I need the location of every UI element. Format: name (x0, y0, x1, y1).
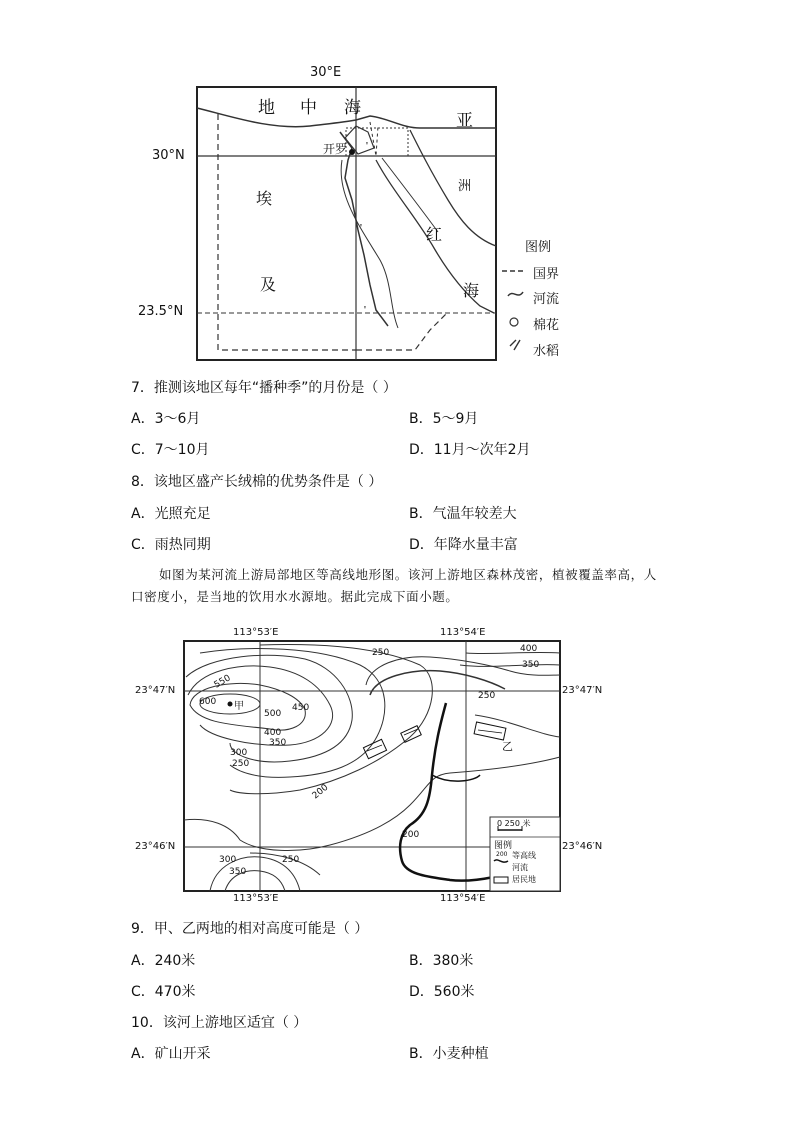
label-red-sea-1: 红 (426, 225, 443, 244)
lon-right-bottom: 113°54′E (440, 893, 486, 904)
contour-250-left: 250 (232, 759, 250, 769)
label-cairo: 开罗 (323, 142, 348, 156)
legend-title: 图例 (525, 240, 552, 255)
lon-left-bottom: 113°53′E (233, 893, 279, 904)
lat-30n-label: 30°N (152, 148, 185, 163)
egypt-map (130, 60, 600, 370)
q10-option-a[interactable]: A．矿山开采 (131, 1046, 211, 1062)
label-red-sea-2: 海 (463, 281, 480, 300)
label-asia-2: 洲 (458, 179, 472, 194)
contour-350-left: 350 (269, 738, 287, 748)
legend-cotton: 棉花 (533, 318, 560, 333)
contour-map-drawing (130, 625, 620, 910)
legend2-title: 图例 (494, 841, 513, 851)
egypt-map-drawing (130, 60, 600, 370)
contour-map (130, 625, 620, 910)
q7-stem: 7．推测该地区每年“播种季”的月份是（ ） (131, 380, 397, 396)
contour-400-right: 400 (520, 644, 538, 654)
legend-border: 国界 (533, 267, 560, 282)
contour-450: 450 (292, 703, 310, 713)
q9-option-b[interactable]: B．380米 (409, 953, 474, 969)
contour-250-bottom: 250 (282, 855, 300, 865)
label-mediterranean-3: 海 (344, 98, 361, 118)
q9-option-c[interactable]: C．470米 (131, 984, 196, 1000)
contour-550: 550 (212, 673, 233, 691)
contour-350-bottom: 350 (229, 867, 247, 877)
legend-rice: 水稻 (533, 344, 560, 359)
label-egypt-2: 及 (260, 275, 277, 294)
legend2-contour-sample: 200 (496, 851, 508, 858)
label-egypt-1: 埃 (256, 189, 273, 208)
legend2-contour: 等高线 (512, 851, 536, 860)
q7-option-d[interactable]: D．11月～次年2月 (409, 442, 531, 458)
contour-200-mid: 200 (310, 782, 331, 802)
lon-left-top: 113°53′E (233, 627, 279, 638)
contour-200-bottom: 200 (402, 830, 420, 840)
scale-label: 0 250 米 (497, 819, 531, 828)
label-mediterranean-2: 中 (300, 98, 317, 118)
q7-option-c[interactable]: C．7～10月 (131, 442, 210, 458)
contour-250-right: 250 (478, 691, 496, 701)
lon-30e-label: 30°E (310, 65, 342, 80)
q8-option-c[interactable]: C．雨热同期 (131, 537, 211, 553)
contour-300-left: 300 (230, 748, 248, 758)
label-asia-1: 亚 (456, 111, 473, 131)
svg-text:ᡃ (366, 142, 368, 145)
contour-500: 500 (264, 709, 282, 719)
contour-250-top: 250 (372, 648, 390, 658)
legend2-river: 河流 (512, 863, 528, 872)
lat-23n-label: 23.5°N (138, 304, 184, 319)
lat-top-left: 23°47′N (135, 685, 176, 696)
q9-option-d[interactable]: D．560米 (409, 984, 475, 1000)
q7-option-a[interactable]: A．3～6月 (131, 411, 201, 427)
q8-option-a[interactable]: A．光照充足 (131, 506, 211, 522)
q7-option-b[interactable]: B．5～9月 (409, 411, 479, 427)
q8-stem: 8．该地区盛产长绒棉的优势条件是（ ） (131, 474, 383, 490)
point-jia: 甲 (234, 701, 244, 712)
q8-option-d[interactable]: D．年降水量丰富 (409, 537, 518, 553)
label-mediterranean-1: 地 (258, 98, 275, 118)
lat-top-right: 23°47′N (562, 685, 603, 696)
intro-paragraph: 如图为某河流上游局部地区等高线地形图。该河上游地区森林茂密，植被覆盖率高，人口密度小，是当地的饮用水水源地。据此完成下面小题。 (131, 567, 657, 604)
legend2-settlement: 居民地 (512, 875, 536, 884)
q9-stem: 9．甲、乙两地的相对高度可能是（ ） (131, 921, 369, 937)
lat-bottom-left: 23°46′N (135, 841, 176, 852)
point-yi: 乙 (502, 740, 513, 753)
contour-350-right: 350 (522, 660, 540, 670)
q8-option-b[interactable]: B．气温年较差大 (409, 506, 517, 522)
lon-right-top: 113°54′E (440, 627, 486, 638)
lat-bottom-right: 23°46′N (562, 841, 603, 852)
contour-400-left: 400 (264, 728, 282, 738)
q10-stem: 10．该河上游地区适宜（ ） (131, 1015, 308, 1031)
svg-text:ᡃ (364, 306, 366, 309)
q10-option-b[interactable]: B．小麦种植 (409, 1046, 489, 1062)
contour-600: 600 (199, 697, 217, 707)
legend-river: 河流 (533, 292, 560, 307)
q9-option-a[interactable]: A．240米 (131, 953, 196, 969)
contour-300-bottom: 300 (219, 855, 237, 865)
